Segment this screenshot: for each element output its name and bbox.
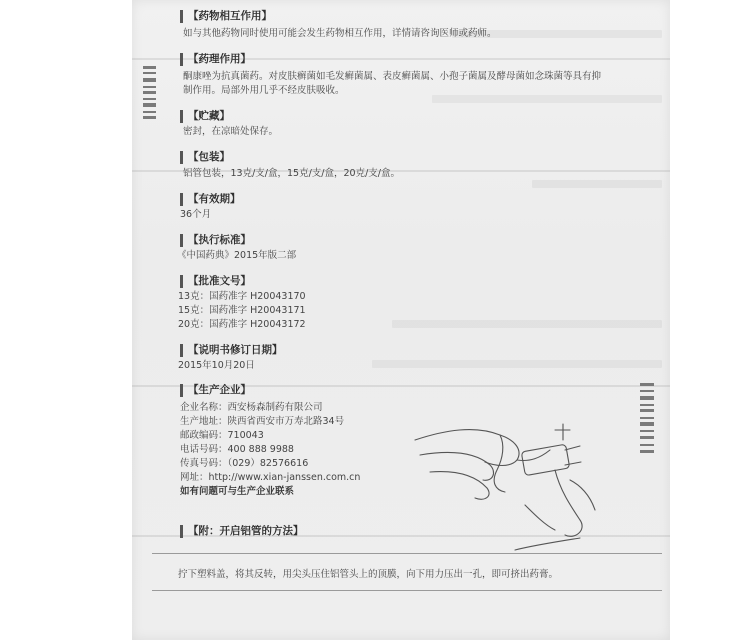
revision-date: 2015年10月20日: [178, 360, 255, 371]
manufacturer-website: 网址：http://www.xian-janssen.com.cn: [180, 472, 361, 483]
manufacturer-heading: 【 生产企业 】: [180, 384, 251, 397]
appendix-instruction: 拧下塑料盖，将其反转，用尖头压住铝管头上的顶膜，向下用力压出一孔，即可挤出药膏。: [178, 569, 559, 580]
validity-text: 36个月: [180, 209, 212, 220]
storage-heading: 【 贮藏 】: [180, 110, 230, 123]
packaging-text: 铝管包装，13克/支/盒，15克/支/盒，20克/支/盒。: [183, 168, 400, 179]
revision-heading: 【 说明书修订日期 】: [180, 344, 283, 357]
divider-top: [152, 553, 662, 554]
show-through-text: [372, 360, 662, 368]
manufacturer-address: 生产地址：陕西省西安市万寿北路34号: [180, 416, 345, 427]
manufacturer-postcode: 邮政编码：710043: [180, 430, 264, 441]
pharmacology-line-1: 酮康唑为抗真菌药。对皮肤癣菌如毛发癣菌属、表皮癣菌属、小孢子菌属及酵母菌如念珠菌等具有抑: [183, 71, 602, 82]
manufacturer-fax: 传真号码：（029）82576616: [180, 458, 309, 469]
storage-text: 密封，在凉暗处保存。: [183, 126, 279, 137]
approval-item: 15克：国药准字 H20043171: [178, 305, 306, 316]
show-through-text: [392, 320, 662, 328]
show-through-text: [532, 180, 662, 188]
packaging-heading: 【 包装 】: [180, 151, 230, 164]
standard-heading: 【 执行标准 】: [180, 234, 251, 247]
interaction-heading: 【 药物相互作用 】: [180, 10, 272, 23]
manufacturer-phone: 电话号码：400 888 9988: [180, 444, 294, 455]
appendix-heading: 【 附：开启铝管的方法 】: [180, 525, 304, 538]
validity-heading: 【 有效期 】: [180, 193, 241, 206]
manufacturer-contact-note: 如有问题可与生产企业联系: [180, 486, 295, 497]
manufacturer-name: 企业名称：西安杨森制药有限公司: [180, 402, 323, 413]
approval-item: 13克：国药准字 H20043170: [178, 291, 306, 302]
divider-bottom: [152, 590, 662, 591]
approval-heading: 【 批准文号 】: [180, 275, 251, 288]
interaction-text: 如与其他药物同时使用可能会发生药物相互作用，详情请咨询医师或药师。: [183, 28, 497, 39]
pharmacology-line-2: 制作用。局部外用几乎不经皮肤吸收。: [183, 85, 345, 96]
standard-text: 《中国药典》2015年版二部: [177, 250, 297, 261]
show-through-text: [432, 95, 662, 103]
approval-item: 20克：国药准字 H20043172: [178, 319, 306, 330]
tube-opening-illustration: [405, 410, 605, 555]
pharmacology-heading: 【 药理作用 】: [180, 53, 251, 66]
